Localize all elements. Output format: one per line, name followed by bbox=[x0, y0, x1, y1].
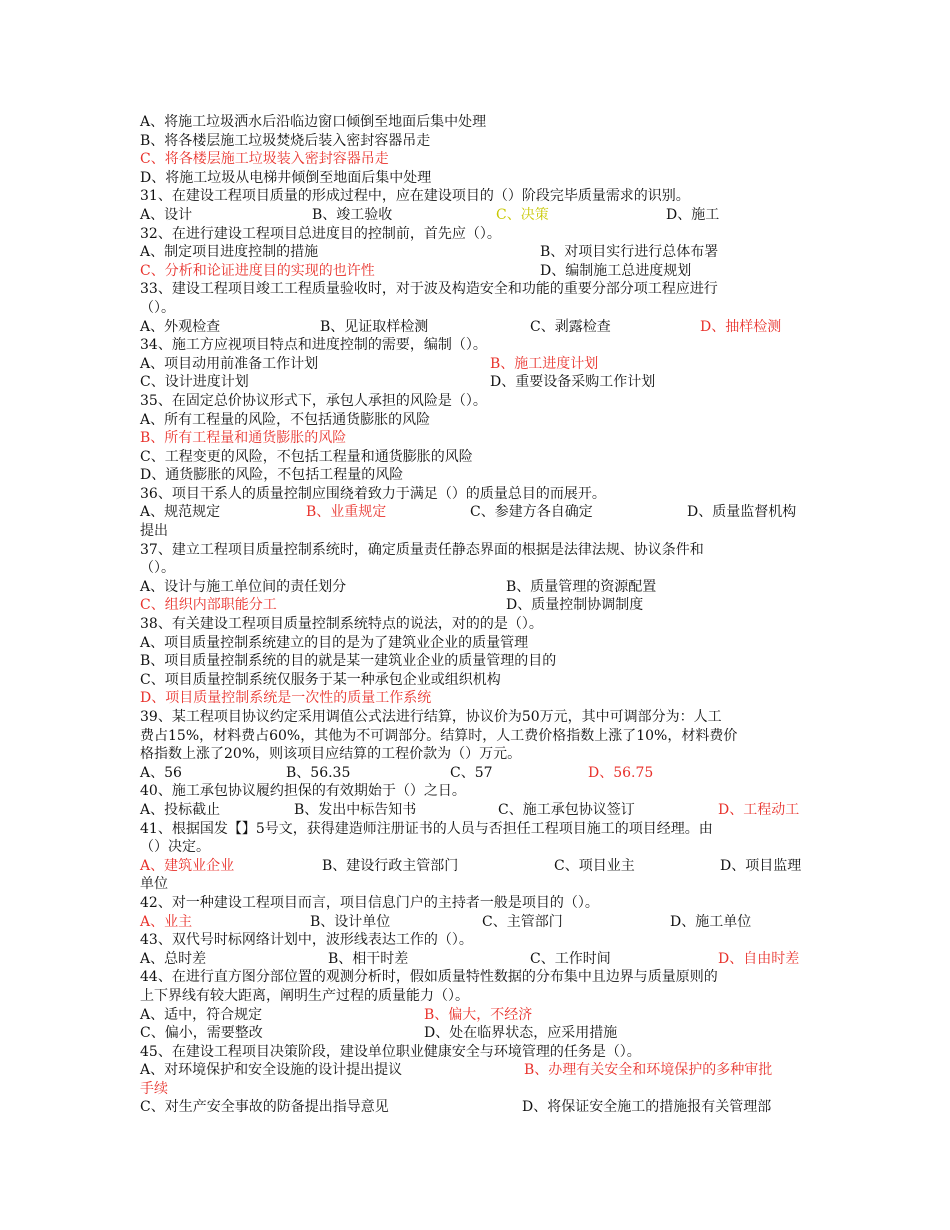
text-line bbox=[140, 1080, 812, 1099]
question-text: D、质量控制协调制度 bbox=[506, 597, 644, 614]
question-text: D、处在临界状态，应采用措施 bbox=[424, 1025, 618, 1042]
question-text: D、将保证安全施工的措施报有关管理部 bbox=[522, 1099, 772, 1116]
answer-option-text: D、56.75 bbox=[588, 764, 654, 781]
text-line bbox=[140, 132, 812, 151]
question-text: 31、在建设工程项目质量的形成过程中，应在建设项目的（）阶段完毕质量需求的识别。 bbox=[140, 188, 690, 205]
question-text: 36、项目干系人的质量控制应围绕着致力于满足（）的质量总目的而展开。 bbox=[140, 485, 606, 502]
question-text: B、将各楼层施工垃圾焚烧后装入密封容器吊走 bbox=[140, 132, 431, 149]
text-line bbox=[140, 169, 812, 188]
text-line bbox=[140, 336, 812, 355]
question-text: C、施工承包协议签订 bbox=[498, 801, 635, 818]
answer-option-text: B、办理有关安全和环境保护的多种审批 bbox=[524, 1062, 773, 1079]
question-text: B、项目质量控制系统的目的就是某一建筑业企业的质量管理的目的 bbox=[140, 653, 557, 670]
text-line bbox=[140, 634, 812, 653]
question-text: B、发出中标告知书 bbox=[294, 801, 417, 818]
question-text: A、总时差 bbox=[140, 950, 207, 967]
question-text: C、项目质量控制系统仅服务于某一种承包企业或组织机构 bbox=[140, 671, 501, 688]
document-page bbox=[140, 113, 812, 1117]
question-text: 42、对一种建设工程项目而言，项目信息门户的主持者一般是项目的（）。 bbox=[140, 894, 599, 911]
question-text: （）。 bbox=[140, 299, 175, 316]
question-text: A、项目动用前准备工作计划 bbox=[140, 355, 319, 372]
text-line bbox=[140, 392, 812, 411]
question-text: C、剥露检查 bbox=[530, 318, 611, 335]
text-line bbox=[140, 764, 812, 783]
text-line bbox=[140, 615, 812, 634]
question-text: B、竣工验收 bbox=[312, 206, 393, 223]
text-line bbox=[140, 373, 812, 392]
question-text: 33、建设工程项目竣工工程质量验收时，对于波及构造安全和功能的重要分部分项工程应进行 bbox=[140, 281, 718, 298]
text-line bbox=[140, 578, 812, 597]
question-text: 上下界线有较大距离，阐明生产过程的质量能力（）。 bbox=[140, 987, 469, 1004]
text-line bbox=[140, 596, 812, 615]
question-text: 45、在建设工程项目决策阶段，建设单位职业健康安全与环境管理的任务是（）。 bbox=[140, 1043, 641, 1060]
text-line bbox=[140, 875, 812, 894]
answer-option-text: C、决策 bbox=[496, 206, 549, 223]
text-line bbox=[140, 280, 812, 299]
answer-option-text: A、建筑业企业 bbox=[140, 857, 235, 874]
answer-option-text: D、抽样检测 bbox=[700, 318, 782, 335]
text-line bbox=[140, 429, 812, 448]
question-text: 39、某工程项目协议约定采用调值公式法进行结算，协议价为50万元，其中可调部分为：人工 bbox=[140, 709, 722, 725]
question-text: D、施工单位 bbox=[670, 913, 752, 930]
text-line bbox=[140, 1006, 812, 1025]
question-text: B、相干时差 bbox=[328, 950, 409, 967]
answer-option-text: D、工程动工 bbox=[718, 801, 800, 818]
question-text: C、对生产安全事故的防备提出指导意见 bbox=[140, 1099, 389, 1116]
text-line bbox=[140, 820, 812, 839]
answer-option-text: B、偏大，不经济 bbox=[424, 1006, 533, 1023]
answer-option-text: C、将各楼层施工垃圾装入密封容器吊走 bbox=[140, 151, 389, 168]
question-text: 41、根据国发【】5号文，获得建造师注册证书的人员与否担任工程项目施工的项目经理。由 bbox=[140, 820, 713, 837]
question-text: 38、有关建设工程项目质量控制系统特点的说法，对的的是（）。 bbox=[140, 616, 543, 633]
question-text: C、工作时间 bbox=[530, 950, 611, 967]
text-line bbox=[140, 243, 812, 262]
text-line bbox=[140, 411, 812, 430]
text-line bbox=[140, 355, 812, 374]
text-line bbox=[140, 727, 812, 746]
question-text: A、项目质量控制系统建立的目的是为了建筑业企业的质量管理 bbox=[140, 634, 529, 651]
question-text: C、参建方各自确定 bbox=[470, 504, 593, 521]
question-text: A、对环境保护和安全设施的设计提出提议 bbox=[140, 1062, 403, 1079]
text-line bbox=[140, 950, 812, 969]
text-line bbox=[140, 503, 812, 522]
question-text: A、外观检查 bbox=[140, 318, 221, 335]
answer-option-text: B、业重规定 bbox=[306, 504, 387, 521]
text-line bbox=[140, 931, 812, 950]
question-text: D、项目监理 bbox=[720, 857, 802, 874]
text-line bbox=[140, 206, 812, 225]
question-text: D、编制施工总进度规划 bbox=[540, 262, 692, 279]
text-line bbox=[140, 1098, 812, 1117]
question-text: 费占15%，材料费占60%，其他为不可调部分。结算时，人工费价格指数上涨了10%，材料费价 bbox=[140, 727, 738, 744]
question-text: B、建设行政主管部门 bbox=[322, 857, 459, 874]
question-text: B、对项目实行进行总体布署 bbox=[540, 244, 719, 261]
question-text: C、设计进度计划 bbox=[140, 374, 249, 391]
question-text: D、质量监督机构 bbox=[687, 504, 797, 521]
question-text: C、工程变更的风险，不包括工程量和通货膨胀的风险 bbox=[140, 448, 473, 465]
question-text: A、设计与施工单位间的责任划分 bbox=[140, 578, 347, 595]
question-text: A、投标截止 bbox=[140, 801, 221, 818]
text-line bbox=[140, 708, 812, 727]
question-text: C、项目业主 bbox=[554, 857, 635, 874]
text-line bbox=[140, 968, 812, 987]
question-text: 34、施工方应视项目特点和进度控制的需要，编制（）。 bbox=[140, 337, 487, 354]
question-text: A、适中，符合规定 bbox=[140, 1006, 263, 1023]
answer-option-text: D、自由时差 bbox=[718, 950, 800, 967]
text-line bbox=[140, 299, 812, 318]
question-text: A、规范规定 bbox=[140, 504, 221, 521]
answer-option-text: 手续 bbox=[140, 1080, 168, 1097]
text-line bbox=[140, 1043, 812, 1062]
text-line bbox=[140, 689, 812, 708]
text-line bbox=[140, 838, 812, 857]
text-line bbox=[140, 801, 812, 820]
question-text: B、见证取样检测 bbox=[320, 318, 429, 335]
text-line bbox=[140, 485, 812, 504]
text-line bbox=[140, 541, 812, 560]
text-line bbox=[140, 318, 812, 337]
text-line bbox=[140, 150, 812, 169]
question-text: 32、在进行建设工程项目总进度目的控制前，首先应（）。 bbox=[140, 225, 501, 242]
text-line bbox=[140, 466, 812, 485]
text-line bbox=[140, 1024, 812, 1043]
text-line bbox=[140, 559, 812, 578]
text-line bbox=[140, 894, 812, 913]
text-line bbox=[140, 987, 812, 1006]
answer-option-text: C、分析和论证进度目的实现的也许性 bbox=[140, 262, 375, 279]
question-text: B、质量管理的资源配置 bbox=[506, 578, 657, 595]
question-text: C、偏小，需要整改 bbox=[140, 1025, 263, 1042]
text-line bbox=[140, 913, 812, 932]
question-text: D、重要设备采购工作计划 bbox=[490, 374, 656, 391]
text-line bbox=[140, 671, 812, 690]
text-line bbox=[140, 113, 812, 132]
text-line bbox=[140, 225, 812, 244]
question-text: B、设计单位 bbox=[310, 913, 391, 930]
question-text: 单位 bbox=[140, 876, 168, 893]
question-text: 37、建立工程项目质量控制系统时，确定质量责任静态界面的根据是法律法规、协议条件和 bbox=[140, 541, 704, 558]
answer-option-text: B、施工进度计划 bbox=[490, 355, 599, 372]
text-line bbox=[140, 522, 812, 541]
question-text: D、施工 bbox=[666, 206, 720, 223]
text-line bbox=[140, 857, 812, 876]
question-text: （）。 bbox=[140, 560, 175, 577]
answer-option-text: B、所有工程量和通货膨胀的风险 bbox=[140, 430, 347, 447]
text-line bbox=[140, 187, 812, 206]
text-line bbox=[140, 1061, 812, 1080]
question-text: C、主管部门 bbox=[482, 913, 563, 930]
question-text: C、57 bbox=[450, 764, 493, 781]
question-text: 44、在进行直方图分部位置的观测分析时，假如质量特性数据的分布集中且边界与质量原则的 bbox=[140, 969, 718, 986]
text-line bbox=[140, 745, 812, 764]
text-line bbox=[140, 262, 812, 281]
question-text: A、56 bbox=[140, 764, 182, 781]
text-line bbox=[140, 782, 812, 801]
question-text: A、制定项目进度控制的措施 bbox=[140, 244, 319, 261]
question-text: A、将施工垃圾洒水后沿临边窗口倾倒至地面后集中处理 bbox=[140, 114, 487, 130]
question-text: （）决定。 bbox=[140, 839, 210, 856]
question-text: A、设计 bbox=[140, 206, 193, 223]
answer-option-text: D、项目质量控制系统是一次性的质量工作系统 bbox=[140, 690, 432, 707]
question-text: 43、双代号时标网络计划中，波形线表达工作的（）。 bbox=[140, 932, 473, 949]
answer-option-text: A、业主 bbox=[140, 913, 193, 930]
text-line bbox=[140, 448, 812, 467]
text-line bbox=[140, 652, 812, 671]
question-text: 40、施工承包协议履约担保的有效期始于（）之日。 bbox=[140, 783, 466, 800]
question-text: B、56.35 bbox=[286, 764, 351, 781]
question-text: D、通货膨胀的风险，不包括工程量的风险 bbox=[140, 467, 404, 484]
question-text: D、将施工垃圾从电梯井倾倒至地面后集中处理 bbox=[140, 169, 432, 186]
question-text: 提出 bbox=[140, 523, 168, 540]
question-text: 35、在固定总价协议形式下，承包人承担的风险是（）。 bbox=[140, 392, 487, 409]
question-text: A、所有工程量的风险，不包括通货膨胀的风险 bbox=[140, 411, 431, 428]
answer-option-text: C、组织内部职能分工 bbox=[140, 597, 277, 614]
question-text: 格指数上涨了20%，则该项目应结算的工程价款为（）万元。 bbox=[140, 746, 522, 763]
